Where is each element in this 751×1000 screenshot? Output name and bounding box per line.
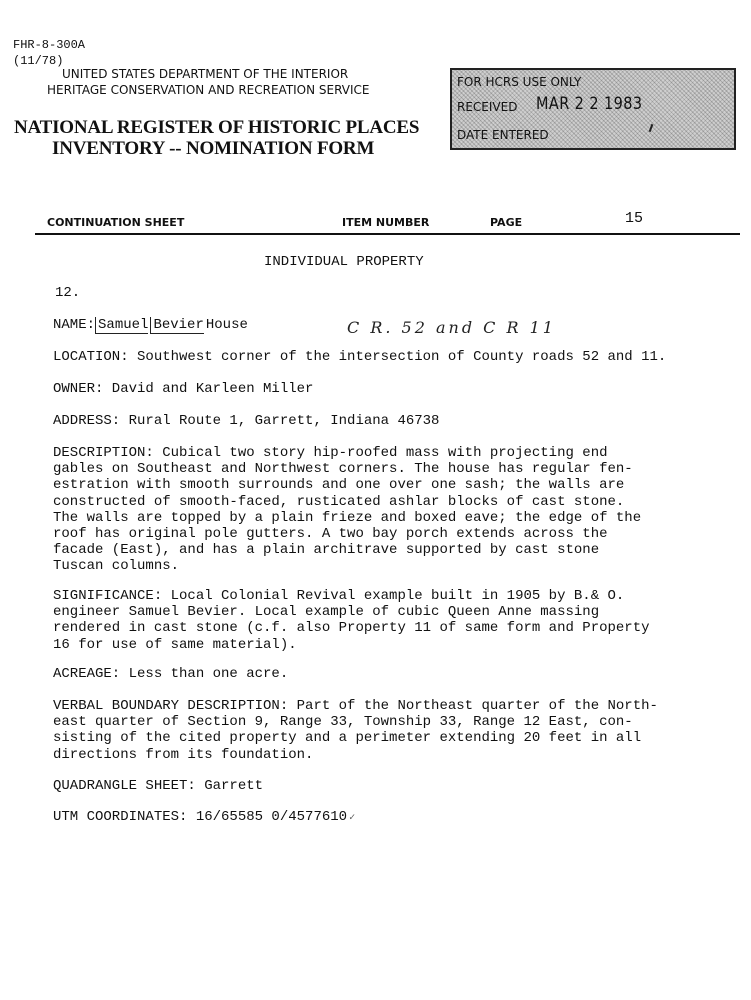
quadrangle-line: QUADRANGLE SHEET: Garrett bbox=[53, 778, 264, 794]
date-entered-label: DATE ENTERED bbox=[457, 128, 549, 142]
department-name: UNITED STATES DEPARTMENT OF THE INTERIOR bbox=[62, 67, 349, 81]
office-use-box bbox=[450, 68, 736, 150]
service-name: HERITAGE CONSERVATION AND RECREATION SERVICE bbox=[47, 83, 370, 97]
page-label: PAGE bbox=[490, 216, 523, 229]
name-label: NAME: bbox=[53, 317, 96, 333]
location-line: LOCATION: Southwest corner of the intersection of County roads 52 and 11. bbox=[53, 349, 667, 365]
utm-line bbox=[53, 809, 355, 825]
name-suffix: House bbox=[205, 317, 248, 333]
item-number-label: ITEM NUMBER bbox=[342, 216, 430, 229]
name-line bbox=[53, 317, 248, 334]
received-label: RECEIVED bbox=[457, 100, 518, 114]
address-line: ADDRESS: Rural Route 1, Garrett, Indiana 46738 bbox=[53, 413, 440, 429]
form-code: FHR-8-300A bbox=[13, 38, 86, 52]
handwritten-note: C R. 52 and C R 11 bbox=[347, 318, 556, 337]
item-number: 12. bbox=[55, 285, 81, 301]
received-date-stamp: MAR 2 2 1983 bbox=[536, 94, 643, 114]
significance-paragraph: SIGNIFICANCE: Local Colonial Revival example built in 1905 by B.& O. engineer Samuel Bevier. Local example of cubic Queen Anne massing rendered in cast stone (c.f. also Property 11 of same form and Property 16 for use of same material). bbox=[53, 588, 650, 653]
owner-line: OWNER: David and Karleen Miller bbox=[53, 381, 314, 397]
pen-mark bbox=[649, 124, 654, 132]
form-title: NATIONAL REGISTER OF HISTORIC PLACES bbox=[14, 117, 420, 138]
page-number: 15 bbox=[625, 210, 644, 227]
name-first: Samuel bbox=[95, 317, 148, 334]
boundary-paragraph: VERBAL BOUNDARY DESCRIPTION: Part of the Northeast quarter of the North- east quarter of Section 9, Range 33, Township 33, Range 12 East, con- sisting of the cited property and a perimeter extending 20 feet in all directions from its foundation. bbox=[53, 698, 658, 763]
form-subtitle: INVENTORY -- NOMINATION FORM bbox=[52, 138, 375, 159]
section-heading: INDIVIDUAL PROPERTY bbox=[264, 254, 424, 270]
acreage-line: ACREAGE: Less than one acre. bbox=[53, 666, 289, 682]
check-mark-icon: ✓ bbox=[349, 813, 356, 824]
utm-coordinates: UTM COORDINATES: 16/65585 0/4577610 bbox=[53, 809, 348, 825]
header-divider bbox=[35, 233, 740, 235]
office-use-label: FOR HCRS USE ONLY bbox=[457, 75, 582, 89]
description-paragraph: DESCRIPTION: Cubical two story hip-roofed mass with projecting end gables on Southeast and Northwest corners. The house has regular fen- estration with smooth surrounds and one over one sash; the walls are constructed of smooth-faced, rusticated ashlar blocks of cast stone. The walls are topped by a plain frieze and boxed eave; the edge of the roof has original pole gutters. A two bay porch extends across the facade (East), and has a plain architrave supported by cast stone Tuscan columns. bbox=[53, 445, 642, 575]
form-date: (11/78) bbox=[13, 54, 64, 68]
continuation-sheet-label: CONTINUATION SHEET bbox=[47, 216, 185, 229]
name-last: Bevier bbox=[150, 317, 203, 334]
